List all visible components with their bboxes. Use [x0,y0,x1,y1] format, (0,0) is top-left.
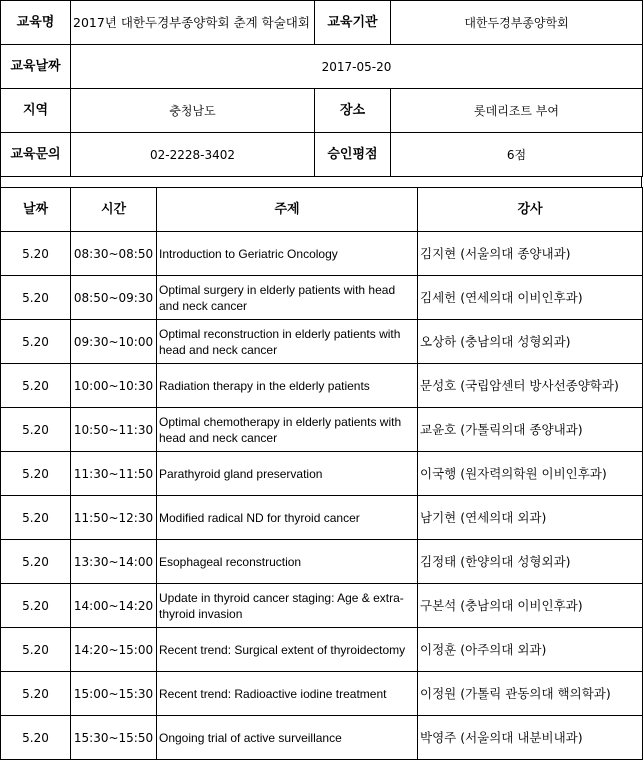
row-topic: Introduction to Geriatric Oncology [157,232,418,276]
row-speaker: 구본석 (충남의대 이비인후과) [418,584,643,628]
table-row [1,364,643,408]
row-date: 5.20 [1,364,71,408]
table-row [1,232,643,276]
row-date: 5.20 [1,540,71,584]
row-date: 5.20 [1,320,71,364]
row-topic: Ongoing trial of active surveillance [157,716,418,760]
row-speaker: 오상하 (충남의대 성형외과) [418,320,643,364]
header-date: 날짜 [1,188,71,232]
table-row [1,452,643,496]
row-topic: Optimal reconstruction in elderly patients with head and neck cancer [157,320,418,364]
institution-label: 교육기관 [315,1,391,45]
row-date: 5.20 [1,496,71,540]
row-time: 08:50~09:30 [71,276,157,320]
row-time: 11:50~12:30 [71,496,157,540]
row-time: 15:00~15:30 [71,672,157,716]
credit-value: 6점 [391,133,643,177]
course-name-label: 교육명 [1,1,71,45]
header-speaker: 강사 [418,188,643,232]
row-time: 14:00~14:20 [71,584,157,628]
row-topic: Optimal surgery in elderly patients with head and neck cancer [157,276,418,320]
table-row [1,540,643,584]
row-date: 5.20 [1,672,71,716]
institution-value: 대한두경부종양학회 [391,1,643,45]
date-value: 2017-05-20 [71,45,643,89]
table-row [1,320,643,364]
row-date: 5.20 [1,276,71,320]
schedule-table [0,187,643,760]
row-time: 14:20~15:00 [71,628,157,672]
row-time: 10:00~10:30 [71,364,157,408]
row-speaker: 남기현 (연세의대 외과) [418,496,643,540]
row-topic: Recent trend: Radioactive iodine treatment [157,672,418,716]
venue-value: 롯데리조트 부여 [391,89,643,133]
region-label: 지역 [1,89,71,133]
row-time: 10:50~11:30 [71,408,157,452]
row-topic: Esophageal reconstruction [157,540,418,584]
row-speaker: 이정훈 (아주의대 외과) [418,628,643,672]
row-time: 11:30~11:50 [71,452,157,496]
credit-label: 승인평점 [315,133,391,177]
venue-label: 장소 [315,89,391,133]
row-topic: Radiation therapy in the elderly patients [157,364,418,408]
table-row [1,496,643,540]
table-row [1,628,643,672]
row-speaker: 이정원 (가톨릭 관동의대 핵의학과) [418,672,643,716]
table-row [1,716,643,760]
row-date: 5.20 [1,584,71,628]
row-time: 08:30~08:50 [71,232,157,276]
row-time: 09:30~10:00 [71,320,157,364]
row-date: 5.20 [1,716,71,760]
region-value: 충청남도 [71,89,315,133]
date-label: 교육날짜 [1,45,71,89]
row-time: 13:30~14:00 [71,540,157,584]
row-topic: Update in thyroid cancer staging: Age & extra-thyroid invasion [157,584,418,628]
table-row [1,408,643,452]
row-time: 15:30~15:50 [71,716,157,760]
header-time: 시간 [71,188,157,232]
row-date: 5.20 [1,232,71,276]
contact-value: 02-2228-3402 [71,133,315,177]
row-date: 5.20 [1,628,71,672]
row-topic: Parathyroid gland preservation [157,452,418,496]
row-speaker: 교윤호 (가톨릭의대 종양내과) [418,408,643,452]
row-speaker: 박영주 (서울의대 내분비내과) [418,716,643,760]
row-speaker: 김세헌 (연세의대 이비인후과) [418,276,643,320]
row-topic: Recent trend: Surgical extent of thyroidectomy [157,628,418,672]
contact-label: 교육문의 [1,133,71,177]
course-name-value: 2017년 대한두경부종양학회 춘계 학술대회 [71,1,315,45]
row-speaker: 김지현 (서울의대 종양내과) [418,232,643,276]
table-spacer [0,177,642,187]
row-topic: Modified radical ND for thyroid cancer [157,496,418,540]
header-topic: 주제 [157,188,418,232]
row-speaker: 이국행 (원자력의학원 이비인후과) [418,452,643,496]
table-row [1,584,643,628]
row-speaker: 김정태 (한양의대 성형외과) [418,540,643,584]
row-topic: Optimal chemotherapy in elderly patients with head and neck cancer [157,408,418,452]
row-date: 5.20 [1,408,71,452]
table-row [1,276,643,320]
row-date: 5.20 [1,452,71,496]
schedule-body [1,232,643,760]
course-info-table [0,0,643,177]
row-speaker: 문성호 (국립암센터 방사선종양학과) [418,364,643,408]
table-row [1,672,643,716]
